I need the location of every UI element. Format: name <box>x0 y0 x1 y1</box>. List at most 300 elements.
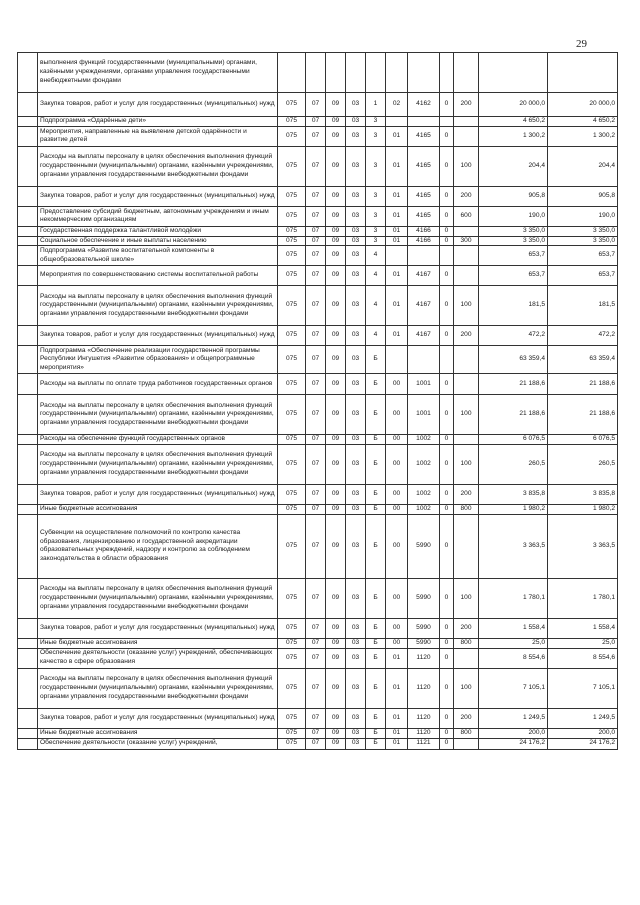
gvs-code-cell: 075 <box>278 286 306 326</box>
row-gutter-cell <box>18 186 38 206</box>
program-code-cell: 03 <box>346 346 366 374</box>
gvs-code-cell: 075 <box>278 638 306 648</box>
section-code-cell: 07 <box>306 236 326 246</box>
program-code-cell: 03 <box>346 638 366 648</box>
section-code-cell: 07 <box>306 226 326 236</box>
direction-code-cell: 1001 <box>408 374 440 395</box>
program-code-cell: 03 <box>346 266 366 286</box>
table-row <box>18 374 618 395</box>
event-code-cell: 01 <box>386 266 408 286</box>
event-code-cell: 01 <box>386 728 408 738</box>
subprogram-code-cell: 3 <box>366 186 386 206</box>
row-gutter-cell <box>18 126 38 146</box>
table-row <box>18 708 618 728</box>
amount-total-cell: 7 105,1 <box>548 668 618 708</box>
event-code-cell: 00 <box>386 578 408 618</box>
section-code-cell: 07 <box>306 708 326 728</box>
gvs-code-cell: 075 <box>278 206 306 226</box>
item-name-cell: Расходы на обеспечение функций государственных органов <box>38 435 278 445</box>
expense-type-code-cell: 100 <box>454 445 479 485</box>
subsection-code-cell: 09 <box>326 668 346 708</box>
item-name-cell: Обеспечение деятельности (оказание услуг) учреждений, <box>38 738 278 749</box>
amount-total-cell: 905,8 <box>548 186 618 206</box>
event-code-cell <box>386 346 408 374</box>
direction-code-cell: 5990 <box>408 514 440 578</box>
table-row <box>18 236 618 246</box>
event-code-cell: 01 <box>386 146 408 186</box>
item-name-cell: Расходы на выплаты по оплате труда работников государственных органов <box>38 374 278 395</box>
gvs-code-cell: 075 <box>278 435 306 445</box>
section-code-cell: 07 <box>306 346 326 374</box>
subsection-code-cell: 09 <box>326 93 346 117</box>
subsection-code-cell: 09 <box>326 236 346 246</box>
amount-total-cell: 3 350,0 <box>548 226 618 236</box>
row-gutter-cell <box>18 728 38 738</box>
direction-code-cell: 1121 <box>408 738 440 749</box>
item-name-cell: Государственная поддержка талантливой молодёжи <box>38 226 278 236</box>
amount-total-cell: 1 249,5 <box>548 708 618 728</box>
table-row <box>18 395 618 435</box>
direction-code-cell: 1002 <box>408 505 440 515</box>
table-row <box>18 618 618 638</box>
event-code-cell: 00 <box>386 485 408 505</box>
subsection-code-cell: 09 <box>326 206 346 226</box>
direction-code-cell <box>408 53 440 93</box>
table-row <box>18 326 618 346</box>
program-code-cell: 03 <box>346 505 366 515</box>
gvs-code-cell: 075 <box>278 514 306 578</box>
amount-cell: 905,8 <box>479 186 548 206</box>
event-code-cell: 00 <box>386 505 408 515</box>
table-row <box>18 246 618 266</box>
amount-cell: 3 350,0 <box>479 236 548 246</box>
direction-code-cell <box>408 346 440 374</box>
row-gutter-cell <box>18 648 38 668</box>
subsection-code-cell: 09 <box>326 618 346 638</box>
item-name-cell: Расходы на выплаты персоналу в целях обеспечения выполнения функций государственными (муниципальными) органами, казёнными учреждениями, органами управления государственными внебюджетными фондами <box>38 445 278 485</box>
amount-total-cell: 181,5 <box>548 286 618 326</box>
section-code-cell: 07 <box>306 146 326 186</box>
gvs-code-cell: 075 <box>278 708 306 728</box>
gvs-code-cell: 075 <box>278 395 306 435</box>
subprogram-code-cell: Б <box>366 578 386 618</box>
program-code-cell: 03 <box>346 728 366 738</box>
gvs-code-cell: 075 <box>278 236 306 246</box>
row-gutter-cell <box>18 117 38 127</box>
event-code-cell: 01 <box>386 286 408 326</box>
subprogram-code-cell: Б <box>366 435 386 445</box>
amount-total-cell: 6 076,5 <box>548 435 618 445</box>
gvs-code-cell: 075 <box>278 117 306 127</box>
section-code-cell: 07 <box>306 286 326 326</box>
amount-cell: 21 188,6 <box>479 395 548 435</box>
amount-total-cell: 3 835,8 <box>548 485 618 505</box>
program-code-cell: 03 <box>346 514 366 578</box>
section-code-cell: 07 <box>306 728 326 738</box>
row-gutter-cell <box>18 146 38 186</box>
row-gutter-cell <box>18 226 38 236</box>
direction-code-cell: 4165 <box>408 206 440 226</box>
program-code-cell: 03 <box>346 374 366 395</box>
subprogram-code-cell: Б <box>366 485 386 505</box>
amount-cell: 3 835,8 <box>479 485 548 505</box>
sub-code-cell: 0 <box>440 236 454 246</box>
expense-type-code-cell: 600 <box>454 206 479 226</box>
row-gutter-cell <box>18 514 38 578</box>
subprogram-code-cell: 1 <box>366 93 386 117</box>
amount-total-cell <box>548 53 618 93</box>
direction-code-cell: 4167 <box>408 286 440 326</box>
sub-code-cell <box>440 117 454 127</box>
direction-code-cell: 1120 <box>408 708 440 728</box>
section-code-cell: 07 <box>306 186 326 206</box>
subprogram-code-cell: 4 <box>366 286 386 326</box>
sub-code-cell: 0 <box>440 514 454 578</box>
event-code-cell: 00 <box>386 395 408 435</box>
section-code-cell: 07 <box>306 505 326 515</box>
program-code-cell: 03 <box>346 618 366 638</box>
item-name-cell: Закупка товаров, работ и услуг для государственных (муниципальных) нужд <box>38 326 278 346</box>
subsection-code-cell: 09 <box>326 708 346 728</box>
event-code-cell <box>386 117 408 127</box>
sub-code-cell: 0 <box>440 326 454 346</box>
subsection-code-cell: 09 <box>326 346 346 374</box>
section-code-cell: 07 <box>306 578 326 618</box>
amount-cell: 25,0 <box>479 638 548 648</box>
amount-total-cell: 24 176,2 <box>548 738 618 749</box>
program-code-cell: 03 <box>346 485 366 505</box>
direction-code-cell: 5990 <box>408 638 440 648</box>
subprogram-code-cell: Б <box>366 638 386 648</box>
amount-cell: 1 300,2 <box>479 126 548 146</box>
table-row <box>18 206 618 226</box>
section-code-cell: 07 <box>306 618 326 638</box>
program-code-cell: 03 <box>346 186 366 206</box>
subsection-code-cell: 09 <box>326 738 346 749</box>
subsection-code-cell: 09 <box>326 374 346 395</box>
direction-code-cell: 1001 <box>408 395 440 435</box>
program-code-cell: 03 <box>346 435 366 445</box>
item-name-cell: Закупка товаров, работ и услуг для государственных (муниципальных) нужд <box>38 93 278 117</box>
section-code-cell: 07 <box>306 738 326 749</box>
subsection-code-cell: 09 <box>326 266 346 286</box>
row-gutter-cell <box>18 485 38 505</box>
budget-table <box>17 52 618 750</box>
amount-cell: 1 249,5 <box>479 708 548 728</box>
sub-code-cell: 0 <box>440 738 454 749</box>
expense-type-code-cell <box>454 435 479 445</box>
sub-code-cell: 0 <box>440 286 454 326</box>
subprogram-code-cell: Б <box>366 514 386 578</box>
expense-type-code-cell: 800 <box>454 505 479 515</box>
amount-cell: 472,2 <box>479 326 548 346</box>
program-code-cell: 03 <box>346 126 366 146</box>
event-code-cell: 01 <box>386 186 408 206</box>
row-gutter-cell <box>18 505 38 515</box>
section-code-cell: 07 <box>306 266 326 286</box>
direction-code-cell: 1120 <box>408 648 440 668</box>
row-gutter-cell <box>18 618 38 638</box>
direction-code-cell: 1120 <box>408 668 440 708</box>
row-gutter-cell <box>18 578 38 618</box>
amount-total-cell: 653,7 <box>548 246 618 266</box>
event-code-cell: 01 <box>386 236 408 246</box>
amount-cell: 181,5 <box>479 286 548 326</box>
direction-code-cell: 4165 <box>408 126 440 146</box>
subprogram-code-cell: Б <box>366 738 386 749</box>
subsection-code-cell: 09 <box>326 117 346 127</box>
item-name-cell: Подпрограмма «Развитие воспитательной компоненты в общеобразовательной школе» <box>38 246 278 266</box>
program-code-cell: 03 <box>346 326 366 346</box>
subsection-code-cell: 09 <box>326 326 346 346</box>
subsection-code-cell: 09 <box>326 578 346 618</box>
amount-cell: 653,7 <box>479 246 548 266</box>
subsection-code-cell: 09 <box>326 286 346 326</box>
sub-code-cell: 0 <box>440 226 454 236</box>
event-code-cell: 00 <box>386 618 408 638</box>
amount-total-cell: 1 780,1 <box>548 578 618 618</box>
expense-type-code-cell: 100 <box>454 146 479 186</box>
gvs-code-cell: 075 <box>278 738 306 749</box>
amount-cell: 260,5 <box>479 445 548 485</box>
subprogram-code-cell: Б <box>366 728 386 738</box>
subsection-code-cell: 09 <box>326 728 346 738</box>
sub-code-cell: 0 <box>440 435 454 445</box>
item-name-cell: Иные бюджетные ассигнования <box>38 728 278 738</box>
sub-code-cell: 0 <box>440 485 454 505</box>
subprogram-code-cell: Б <box>366 505 386 515</box>
subprogram-code-cell: Б <box>366 618 386 638</box>
section-code-cell: 07 <box>306 648 326 668</box>
gvs-code-cell: 075 <box>278 728 306 738</box>
sub-code-cell: 0 <box>440 648 454 668</box>
subsection-code-cell: 09 <box>326 395 346 435</box>
row-gutter-cell <box>18 708 38 728</box>
subprogram-code-cell: Б <box>366 668 386 708</box>
subprogram-code-cell: 3 <box>366 226 386 236</box>
sub-code-cell: 0 <box>440 728 454 738</box>
section-code-cell: 07 <box>306 445 326 485</box>
event-code-cell: 00 <box>386 374 408 395</box>
amount-total-cell: 21 188,6 <box>548 395 618 435</box>
amount-total-cell: 3 350,0 <box>548 236 618 246</box>
sub-code-cell: 0 <box>440 374 454 395</box>
expense-type-code-cell <box>454 126 479 146</box>
program-code-cell: 03 <box>346 226 366 236</box>
expense-type-code-cell: 200 <box>454 186 479 206</box>
event-code-cell: 00 <box>386 445 408 485</box>
row-gutter-cell <box>18 286 38 326</box>
gvs-code-cell: 075 <box>278 186 306 206</box>
gvs-code-cell: 075 <box>278 374 306 395</box>
sub-code-cell: 0 <box>440 93 454 117</box>
row-gutter-cell <box>18 53 38 93</box>
row-gutter-cell <box>18 326 38 346</box>
expense-type-code-cell: 300 <box>454 236 479 246</box>
event-code-cell: 01 <box>386 648 408 668</box>
section-code-cell: 07 <box>306 93 326 117</box>
amount-cell: 20 000,0 <box>479 93 548 117</box>
item-name-cell: Расходы на выплаты персоналу в целях обеспечения выполнения функций государственными (муниципальными) органами, казёнными учреждениями, органами управления государственными внебюджетными фондами <box>38 395 278 435</box>
section-code-cell: 07 <box>306 117 326 127</box>
table-row <box>18 93 618 117</box>
expense-type-code-cell: 100 <box>454 286 479 326</box>
item-name-cell: Подпрограмма «Одарённые дети» <box>38 117 278 127</box>
program-code-cell: 03 <box>346 286 366 326</box>
subprogram-code-cell <box>366 53 386 93</box>
event-code-cell: 00 <box>386 638 408 648</box>
row-gutter-cell <box>18 93 38 117</box>
expense-type-code-cell: 200 <box>454 93 479 117</box>
program-code-cell: 03 <box>346 708 366 728</box>
item-name-cell: Закупка товаров, работ и услуг для государственных (муниципальных) нужд <box>38 485 278 505</box>
event-code-cell: 01 <box>386 206 408 226</box>
event-code-cell: 00 <box>386 435 408 445</box>
program-code-cell: 03 <box>346 146 366 186</box>
row-gutter-cell <box>18 395 38 435</box>
row-gutter-cell <box>18 206 38 226</box>
amount-total-cell: 63 359,4 <box>548 346 618 374</box>
event-code-cell <box>386 53 408 93</box>
gvs-code-cell: 075 <box>278 226 306 236</box>
direction-code-cell: 5990 <box>408 578 440 618</box>
item-name-cell: выполнения функций государственными (муниципальными) органами, казёнными учреждениями, органами управления государственными внебюджетными фондами <box>38 53 278 93</box>
amount-total-cell: 1 300,2 <box>548 126 618 146</box>
amount-cell: 653,7 <box>479 266 548 286</box>
item-name-cell: Обеспечение деятельности (оказание услуг) учреждений, обеспечивающих качество в сфере образования <box>38 648 278 668</box>
amount-cell: 1 980,2 <box>479 505 548 515</box>
program-code-cell: 03 <box>346 206 366 226</box>
subprogram-code-cell: Б <box>366 445 386 485</box>
subprogram-code-cell: 3 <box>366 117 386 127</box>
amount-total-cell: 8 554,6 <box>548 648 618 668</box>
amount-total-cell: 25,0 <box>548 638 618 648</box>
expense-type-code-cell <box>454 374 479 395</box>
sub-code-cell: 0 <box>440 206 454 226</box>
table-row <box>18 226 618 236</box>
sub-code-cell: 0 <box>440 186 454 206</box>
section-code-cell: 07 <box>306 668 326 708</box>
table-row <box>18 485 618 505</box>
row-gutter-cell <box>18 445 38 485</box>
subprogram-code-cell: Б <box>366 708 386 728</box>
subsection-code-cell: 09 <box>326 445 346 485</box>
page-number: 29 <box>576 38 587 50</box>
direction-code-cell: 1002 <box>408 485 440 505</box>
program-code-cell: 03 <box>346 236 366 246</box>
program-code-cell: 03 <box>346 445 366 485</box>
direction-code-cell: 1120 <box>408 728 440 738</box>
program-code-cell: 03 <box>346 668 366 708</box>
subsection-code-cell: 09 <box>326 648 346 668</box>
expense-type-code-cell: 800 <box>454 638 479 648</box>
subprogram-code-cell: Б <box>366 346 386 374</box>
row-gutter-cell <box>18 236 38 246</box>
amount-cell: 1 558,4 <box>479 618 548 638</box>
direction-code-cell: 4165 <box>408 186 440 206</box>
gvs-code-cell: 075 <box>278 618 306 638</box>
direction-code-cell <box>408 117 440 127</box>
sub-code-cell: 0 <box>440 126 454 146</box>
direction-code-cell: 5990 <box>408 618 440 638</box>
event-code-cell: 01 <box>386 738 408 749</box>
sub-code-cell <box>440 246 454 266</box>
amount-total-cell: 190,0 <box>548 206 618 226</box>
item-name-cell: Иные бюджетные ассигнования <box>38 638 278 648</box>
amount-cell: 24 176,2 <box>479 738 548 749</box>
expense-type-code-cell: 100 <box>454 578 479 618</box>
direction-code-cell: 1002 <box>408 445 440 485</box>
event-code-cell <box>386 246 408 266</box>
item-name-cell: Закупка товаров, работ и услуг для государственных (муниципальных) нужд <box>38 708 278 728</box>
table-row <box>18 346 618 374</box>
program-code-cell <box>346 53 366 93</box>
direction-code-cell <box>408 246 440 266</box>
event-code-cell: 01 <box>386 226 408 236</box>
item-name-cell: Социальное обеспечение и иные выплаты населению <box>38 236 278 246</box>
item-name-cell: Расходы на выплаты персоналу в целях обеспечения выполнения функций государственными (муниципальными) органами, казёнными учреждениями, органами управления государственными внебюджетными фондами <box>38 146 278 186</box>
expense-type-code-cell: 200 <box>454 708 479 728</box>
item-name-cell: Мероприятия, направленные на выявление детской одарённости и развитие детей <box>38 126 278 146</box>
sub-code-cell <box>440 53 454 93</box>
amount-total-cell: 260,5 <box>548 445 618 485</box>
expense-type-code-cell <box>454 117 479 127</box>
amount-total-cell: 200,0 <box>548 728 618 738</box>
amount-total-cell: 472,2 <box>548 326 618 346</box>
table-row <box>18 505 618 515</box>
gvs-code-cell: 075 <box>278 93 306 117</box>
row-gutter-cell <box>18 638 38 648</box>
amount-total-cell: 21 188,6 <box>548 374 618 395</box>
subprogram-code-cell: 3 <box>366 206 386 226</box>
gvs-code-cell: 075 <box>278 578 306 618</box>
item-name-cell: Закупка товаров, работ и услуг для государственных (муниципальных) нужд <box>38 186 278 206</box>
expense-type-code-cell: 200 <box>454 618 479 638</box>
expense-type-code-cell: 100 <box>454 668 479 708</box>
expense-type-code-cell <box>454 514 479 578</box>
item-name-cell: Предоставление субсидий бюджетным, автономным учреждениям и иным некоммерческим организациям <box>38 206 278 226</box>
subsection-code-cell: 09 <box>326 226 346 236</box>
amount-cell <box>479 53 548 93</box>
row-gutter-cell <box>18 346 38 374</box>
subsection-code-cell: 09 <box>326 485 346 505</box>
amount-cell: 3 350,0 <box>479 226 548 236</box>
section-code-cell: 07 <box>306 514 326 578</box>
expense-type-code-cell: 200 <box>454 326 479 346</box>
subprogram-code-cell: 4 <box>366 246 386 266</box>
sub-code-cell: 0 <box>440 708 454 728</box>
expense-type-code-cell <box>454 53 479 93</box>
amount-total-cell: 204,4 <box>548 146 618 186</box>
item-name-cell: Мероприятия по совершенствованию системы воспитательной работы <box>38 266 278 286</box>
amount-cell: 204,4 <box>479 146 548 186</box>
item-name-cell: Закупка товаров, работ и услуг для государственных (муниципальных) нужд <box>38 618 278 638</box>
item-name-cell: Расходы на выплаты персоналу в целях обеспечения выполнения функций государственными (муниципальными) органами, казёнными учреждениями, органами управления государственными внебюджетными фондами <box>38 286 278 326</box>
amount-total-cell: 1 558,4 <box>548 618 618 638</box>
subprogram-code-cell: 3 <box>366 146 386 186</box>
section-code-cell <box>306 53 326 93</box>
item-name-cell: Расходы на выплаты персоналу в целях обеспечения выполнения функций государственными (муниципальными) органами, казёнными учреждениями, органами управления государственными внебюджетными фондами <box>38 668 278 708</box>
subsection-code-cell: 09 <box>326 435 346 445</box>
direction-code-cell: 4166 <box>408 236 440 246</box>
subsection-code-cell: 09 <box>326 514 346 578</box>
amount-cell: 8 554,6 <box>479 648 548 668</box>
gvs-code-cell: 075 <box>278 246 306 266</box>
expense-type-code-cell <box>454 648 479 668</box>
amount-cell: 3 363,5 <box>479 514 548 578</box>
program-code-cell: 03 <box>346 738 366 749</box>
table-row <box>18 266 618 286</box>
